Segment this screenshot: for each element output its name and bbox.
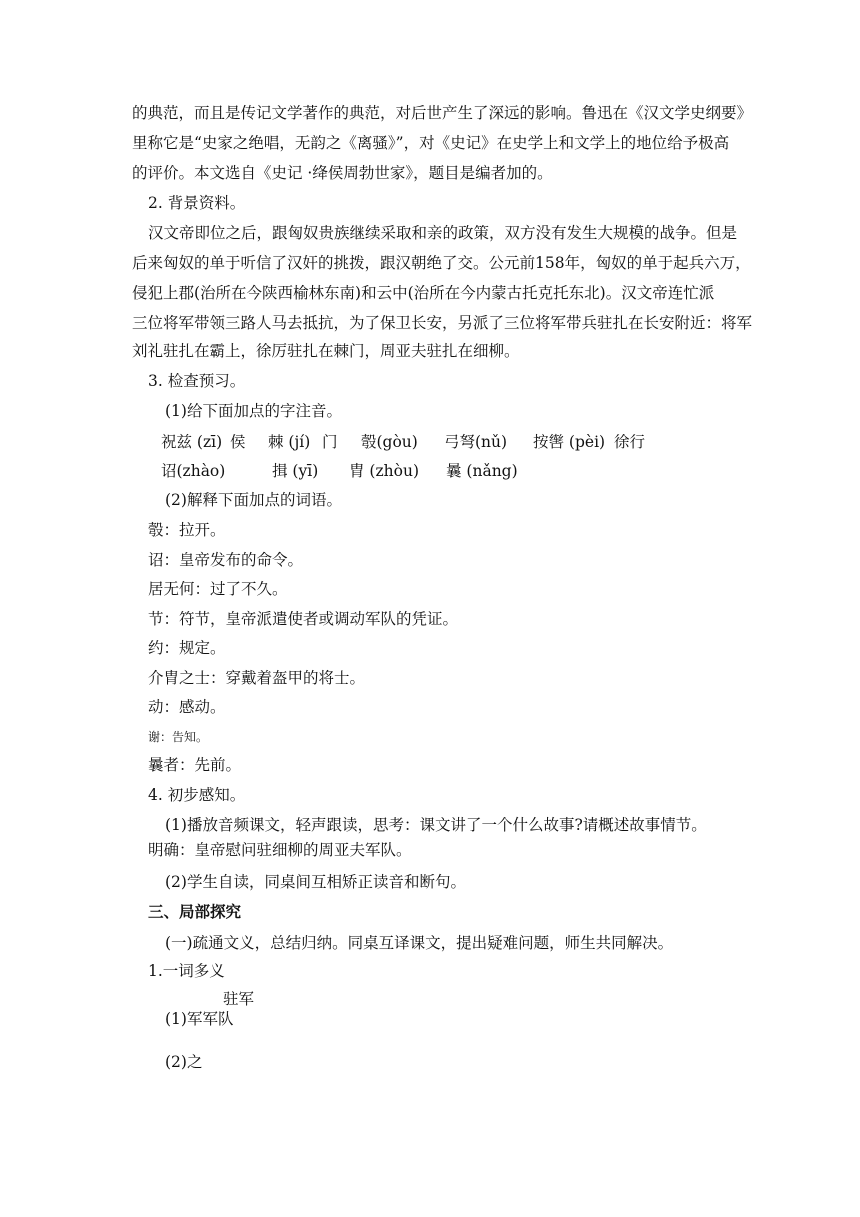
section-heading-local-inquiry: 三、局部探究 (148, 902, 242, 921)
pinyin-item: 祝兹 (zī) (161, 433, 223, 451)
glossary-item: 谢：告知。 (148, 730, 209, 744)
glossary-item: 彀：拉开。 (148, 521, 226, 539)
section-heading-perceive: 4. 初步感知。 (148, 786, 246, 804)
glossary-item: 介胄之士：穿戴着盔甲的将士。 (148, 669, 366, 687)
pinyin-item: 胄 (zhòu) (349, 462, 419, 480)
paragraph-line: 里称它是“史家之绝唱，无韵之《离骚》”，对《史记》在史学上和文学上的地位给予极高 (132, 134, 730, 152)
polysemy-note: 驻军 (223, 990, 255, 1008)
answer-line: 明确：皇帝慰问驻细柳的周亚夫军队。 (148, 841, 412, 859)
glossary-item: 动：感动。 (148, 698, 226, 716)
paragraph-line: 后来匈奴的单于听信了汉奸的挑拨，跟汉朝绝了交。公元前158年，匈奴的单于起兵六万， (132, 254, 751, 272)
pinyin-item: 曩 (nǎng) (446, 462, 518, 480)
paragraph-line: 侵犯上郡(治所在今陕西榆林东南)和云中(治所在今内蒙古托克托东北)。汉文帝连忙派 (132, 284, 715, 302)
paragraph-line: (一)疏通文义，总结归纳。同桌互译课文，提出疑难问题，师生共同解决。 (165, 934, 674, 952)
polysemy-item: (1)军军队 (165, 1010, 234, 1028)
paragraph-line: 的评价。本文选自《史记 ·绛侯周勃世家》，题目是编者加的。 (132, 164, 553, 182)
question-line: (2)学生自读，同桌间互相矫正读音和断句。 (165, 873, 466, 891)
question-line: (2)解释下面加点的词语。 (165, 491, 342, 509)
subsection-heading-polysemy: 1.一词多义 (148, 962, 225, 980)
glossary-item: 曩者：先前。 (148, 756, 242, 774)
section-heading-background: 2. 背景资料。 (148, 194, 246, 212)
paragraph-line: 汉文帝即位之后，跟匈奴贵族继续采取和亲的政策，双方没有发生大规模的战争。但是 (148, 224, 738, 242)
paragraph-line: 的典范，而且是传记文学著作的典范，对后世产生了深远的影响。鲁迅在《汉文学史纲要》 (132, 104, 753, 122)
glossary-item: 居无何：过了不久。 (148, 580, 288, 598)
paragraph-line: 刘礼驻扎在霸上，徐厉驻扎在棘门，周亚夫驻扎在细柳。 (132, 342, 520, 360)
polysemy-item: (2)之 (165, 1053, 203, 1071)
section-heading-check: 3. 检查预习。 (148, 372, 246, 390)
pinyin-item: 揖 (yī) (272, 462, 319, 480)
pinyin-item: 门 (322, 433, 338, 451)
question-line: (1)播放音频课文，轻声跟读，思考：课文讲了一个什么故事?请概述故事情节。 (165, 816, 707, 834)
pinyin-item: 彀(gòu) (361, 433, 418, 451)
pinyin-item: 按辔 (pèi) (533, 433, 606, 451)
pinyin-item: 徐行 (614, 433, 646, 451)
glossary-item: 诏：皇帝发布的命令。 (148, 551, 304, 569)
pinyin-item: 侯 (230, 433, 246, 451)
pinyin-item: 弓弩(nǔ) (444, 433, 508, 451)
pinyin-item: 棘 (jí) (268, 433, 311, 451)
paragraph-line: 三位将军带领三路人马去抵抗，为了保卫长安，另派了三位将军带兵驻扎在长安附近：将军 (132, 314, 753, 332)
glossary-item: 约：规定。 (148, 639, 226, 657)
glossary-item: 节：符节，皇帝派遣使者或调动军队的凭证。 (148, 610, 459, 628)
pinyin-item: 诏(zhào) (161, 462, 226, 480)
question-line: (1)给下面加点的字注音。 (165, 402, 342, 420)
